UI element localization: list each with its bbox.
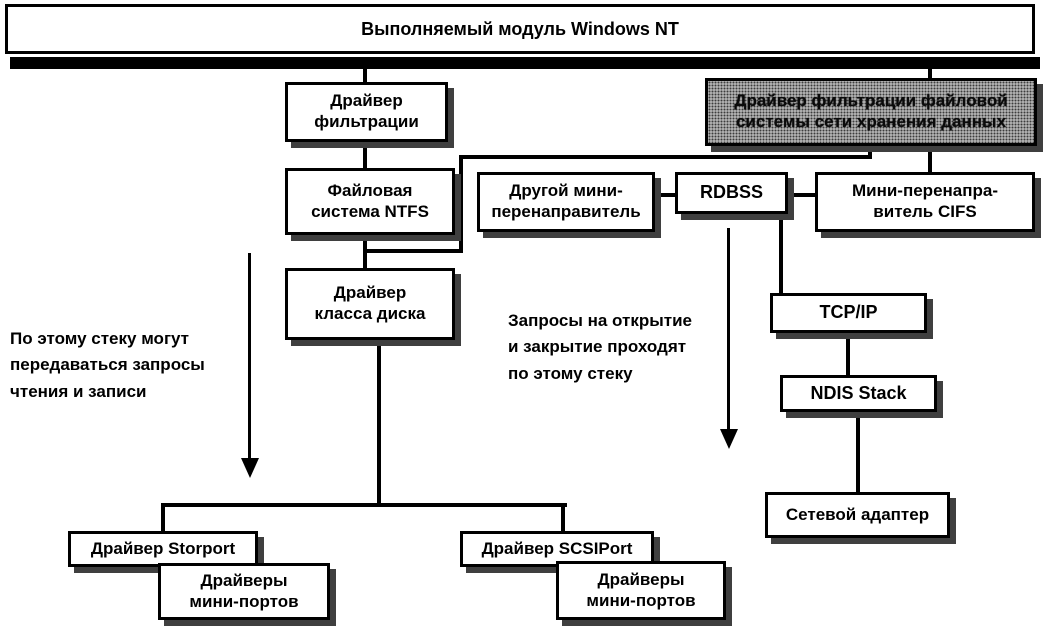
executive-boundary-bar (10, 57, 1040, 69)
node-label: класса диска (314, 304, 426, 323)
node-storport-driver (68, 531, 258, 567)
node-label: фильтрации (314, 112, 419, 131)
connector-rdbss-to-cifs (786, 193, 815, 197)
annotation-read-write-requests (10, 326, 250, 405)
node-san-fs-filter-driver (705, 78, 1037, 146)
node-scsiport-miniport-drivers (556, 561, 726, 620)
node-label: Драйверы (200, 570, 288, 590)
connector-bar-to-filter-driver (363, 69, 367, 82)
connector-filter-to-ntfs (363, 142, 367, 168)
connector-ndis-to-adapter (856, 412, 860, 492)
node-label: система NTFS (311, 201, 429, 221)
node-label: мини-портов (189, 591, 299, 611)
node-disk-class-driver (285, 268, 455, 340)
node-label: Драйвер (333, 283, 407, 303)
node-ndis-stack (780, 375, 937, 412)
node-rdbss (675, 172, 788, 214)
node-filter-driver (285, 82, 448, 142)
san-path-stub-up (868, 146, 872, 159)
connector-bar-to-san-filter (928, 69, 932, 78)
connector-rdbss-to-tcpip (779, 214, 783, 293)
node-storport-miniport-drivers (158, 563, 330, 620)
connector-tcpip-to-ndis (846, 333, 850, 375)
node-label: Файловая (327, 180, 413, 200)
node-label: Выполняемый модуль Windows NT (361, 18, 679, 39)
node-label: NDIS Stack (810, 382, 907, 403)
node-label: мини-портов (586, 590, 696, 610)
annotation-line: По этому стеку могут (10, 329, 190, 348)
connector-stub-to-scsiport (561, 503, 565, 533)
san-path-vertical (459, 155, 463, 253)
connector-san-filter-to-cifs (928, 146, 932, 172)
node-other-mini-redirector (477, 172, 655, 232)
san-path-horizontal-upper (459, 155, 872, 159)
node-label: Сетевой адаптер (785, 504, 930, 524)
node-label: системы сети хранения данных (735, 112, 1007, 131)
read-write-arrow-head (241, 458, 259, 478)
node-label: витель CIFS (873, 202, 977, 221)
node-tcpip (770, 293, 927, 333)
node-label: Драйвер SCSIPort (481, 538, 633, 558)
node-windows-nt-executive (5, 4, 1035, 54)
annotation-line: по этому стеку (508, 363, 633, 383)
connector-other-mini-to-rdbss (655, 193, 675, 197)
node-network-adapter (765, 492, 950, 538)
annotation-line: передаваться запросы (10, 355, 205, 375)
annotation-open-close-requests (508, 308, 748, 387)
node-label: Драйвер фильтрации файловой (734, 91, 1008, 111)
node-label: перенаправитель (491, 202, 641, 221)
node-label: Драйвер Storport (90, 538, 236, 558)
node-label: Драйверы (597, 569, 685, 589)
node-label: Другой мини- (509, 181, 623, 201)
connector-bottom-horizontal (161, 503, 567, 507)
node-cifs-mini-redirector (815, 172, 1035, 232)
node-label: TCP/IP (819, 302, 878, 323)
san-path-horizontal-lower (365, 249, 463, 253)
connector-disk-class-down (377, 340, 381, 507)
annotation-line: Запросы на открытие (508, 311, 692, 330)
node-label: Драйвер (330, 91, 403, 111)
connector-stub-to-storport (161, 503, 165, 533)
annotation-line: чтения и записи (10, 381, 147, 401)
node-label: RDBSS (699, 182, 763, 203)
annotation-line: и закрытие проходят (508, 337, 687, 357)
open-close-arrow-head (720, 429, 738, 449)
node-label: Мини-перенапра- (851, 181, 999, 201)
node-ntfs-file-system (285, 168, 455, 235)
